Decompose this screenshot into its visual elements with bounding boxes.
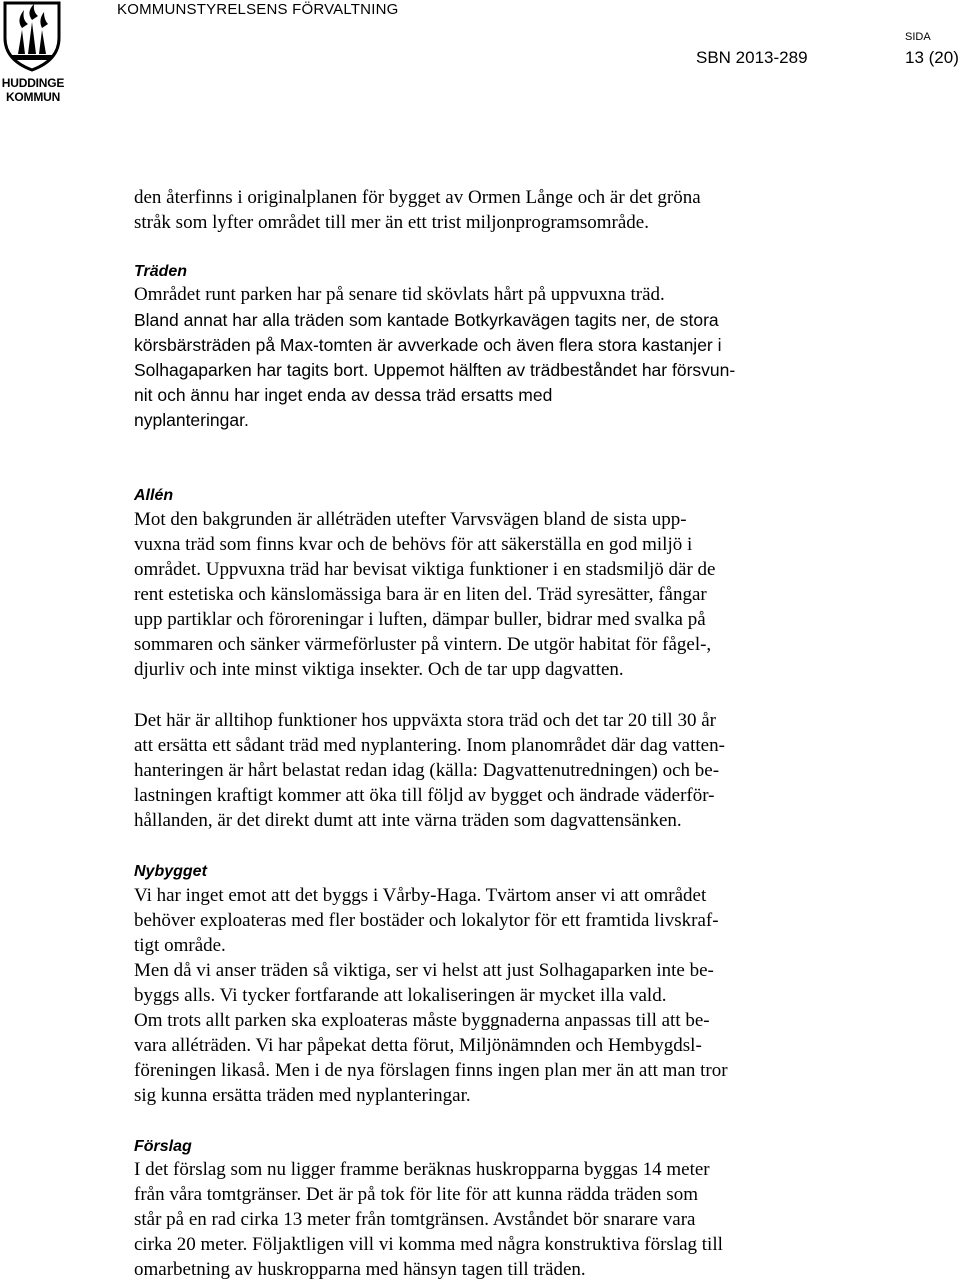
text-line: omarbetning av huskropparna med hänsyn tagen till träden. xyxy=(134,1259,586,1280)
text-line: nit och ännu har inget enda av dessa träd ersatts med xyxy=(134,385,553,405)
page-number: 13 (20) xyxy=(905,48,959,67)
text-line: tigt område. xyxy=(134,935,226,956)
municipality-logo xyxy=(0,0,66,106)
text-line: Vi har inget emot att det byggs i Vårby-Haga. Tvärtom anser vi att området xyxy=(134,885,707,906)
document-reference: SBN 2013-289 xyxy=(696,48,808,67)
section-heading-traden: Träden xyxy=(134,263,188,280)
text-line: vuxna träd som finns kvar och de behövs för att säkerställa en god miljö i xyxy=(134,534,693,555)
text-line: I det förslag som nu ligger framme beräknas huskropparna byggas 14 meter xyxy=(134,1159,710,1180)
text-line: behöver exploateras med fler bostäder och lokalytor för ett framtida livskraf- xyxy=(134,910,719,931)
text-line: djurliv och inte minst viktiga insekter. Och de tar upp dagvatten. xyxy=(134,659,624,680)
text-line: föreningen likaså. Men i de nya förslagen finns ingen plan mer än att man tror xyxy=(134,1060,728,1081)
text-line: stråk som lyfter området till mer än ett trist miljonprogramsområde. xyxy=(134,212,649,233)
text-line: Solhagaparken har tagits bort. Uppemot hälften av trädbeståndet har försvun- xyxy=(134,360,736,380)
text-line: Mot den bakgrunden är alléträden utefter Varvsvägen bland de sista upp- xyxy=(134,509,687,530)
text-line: vara alléträden. Vi har påpekat detta förut, Miljönämnden och Hembygdsl- xyxy=(134,1035,702,1056)
allen-paragraph-2 xyxy=(134,708,844,833)
text-line: sommaren och sänker värmeförluster på vintern. De utgör habitat för fågel-, xyxy=(134,634,712,655)
forslag-paragraph xyxy=(134,1157,844,1282)
text-line: från våra tomtgränser. Det är på tok för lite för att kunna rädda träden som xyxy=(134,1184,698,1205)
text-line: området. Uppvuxna träd har bevisat viktiga funktioner i en stadsmiljö där de xyxy=(134,559,716,580)
section-heading-nybygget: Nybygget xyxy=(134,863,207,880)
text-line: att ersätta ett sådant träd med nyplantering. Inom planområdet där dag vatten- xyxy=(134,735,725,756)
text-line: hållanden, är det direkt dumt att inte värna träden som dagvattensänken. xyxy=(134,810,682,831)
allen-paragraph xyxy=(134,507,844,682)
text-line: hanteringen är hårt belastat redan idag (källa: Dagvattenutredningen) och be- xyxy=(134,760,720,781)
logo-wordmark xyxy=(0,76,66,104)
text-line: byggs alls. Vi tycker fortfarande att lokaliseringen är mycket illa vald. xyxy=(134,985,667,1006)
page-label: SIDA xyxy=(905,31,931,43)
logo-text-line2: KOMMUN xyxy=(5,90,61,104)
text-line: Men då vi anser träden så viktiga, ser vi helst att just Solhagaparken inte be- xyxy=(134,960,714,981)
text-line: cirka 20 meter. Följaktligen vill vi komma med några konstruktiva förslag till xyxy=(134,1234,723,1255)
section-heading-forslag: Förslag xyxy=(134,1138,192,1155)
text-line: Det här är alltihop funktioner hos uppväxta stora träd och det tar 20 till 30 år xyxy=(134,710,716,731)
text-line: sig kunna ersätta träden med nyplanteringar. xyxy=(134,1085,471,1106)
text-line: nyplanteringar. xyxy=(134,410,249,430)
nybygget-paragraph xyxy=(134,883,844,1108)
text-line: Bland annat har alla träden som kantade Botkyrkavägen tagits ner, de stora xyxy=(134,310,719,330)
logo-text-line1: HUDDINGE xyxy=(1,76,65,90)
text-line: Området runt parken har på senare tid skövlats hårt på uppvuxna träd. xyxy=(134,284,665,305)
text-line: Om trots allt parken ska exploateras måste byggnaderna anpassas till att be- xyxy=(134,1010,710,1031)
text-line: lastningen kraftigt kommer att öka till följd av bygget och ändrade väderför- xyxy=(134,785,715,806)
text-line: den återfinns i originalplanen för bygget av Ormen Långe och är det gröna xyxy=(134,187,701,208)
section-heading-allen: Allén xyxy=(134,487,174,504)
coat-of-arms-icon xyxy=(2,0,62,72)
text-line: står på en rad cirka 13 meter från tomtgränsen. Avståndet bör snarare vara xyxy=(134,1209,696,1230)
intro-paragraph xyxy=(134,185,844,235)
traden-paragraph-serif xyxy=(134,282,844,307)
traden-paragraph-sans xyxy=(134,308,844,433)
department-name: KOMMUNSTYRELSENS FÖRVALTNING xyxy=(117,1,399,18)
text-line: rent estetiska och känslomässiga bara är en liten del. Träd syresätter, fångar xyxy=(134,584,707,605)
text-line: körsbärsträden på Max-tomten är avverkade och även flera stora kastanjer i xyxy=(134,335,722,355)
text-line: upp partiklar och föroreningar i luften, dämpar buller, bidrar med svalka på xyxy=(134,609,706,630)
